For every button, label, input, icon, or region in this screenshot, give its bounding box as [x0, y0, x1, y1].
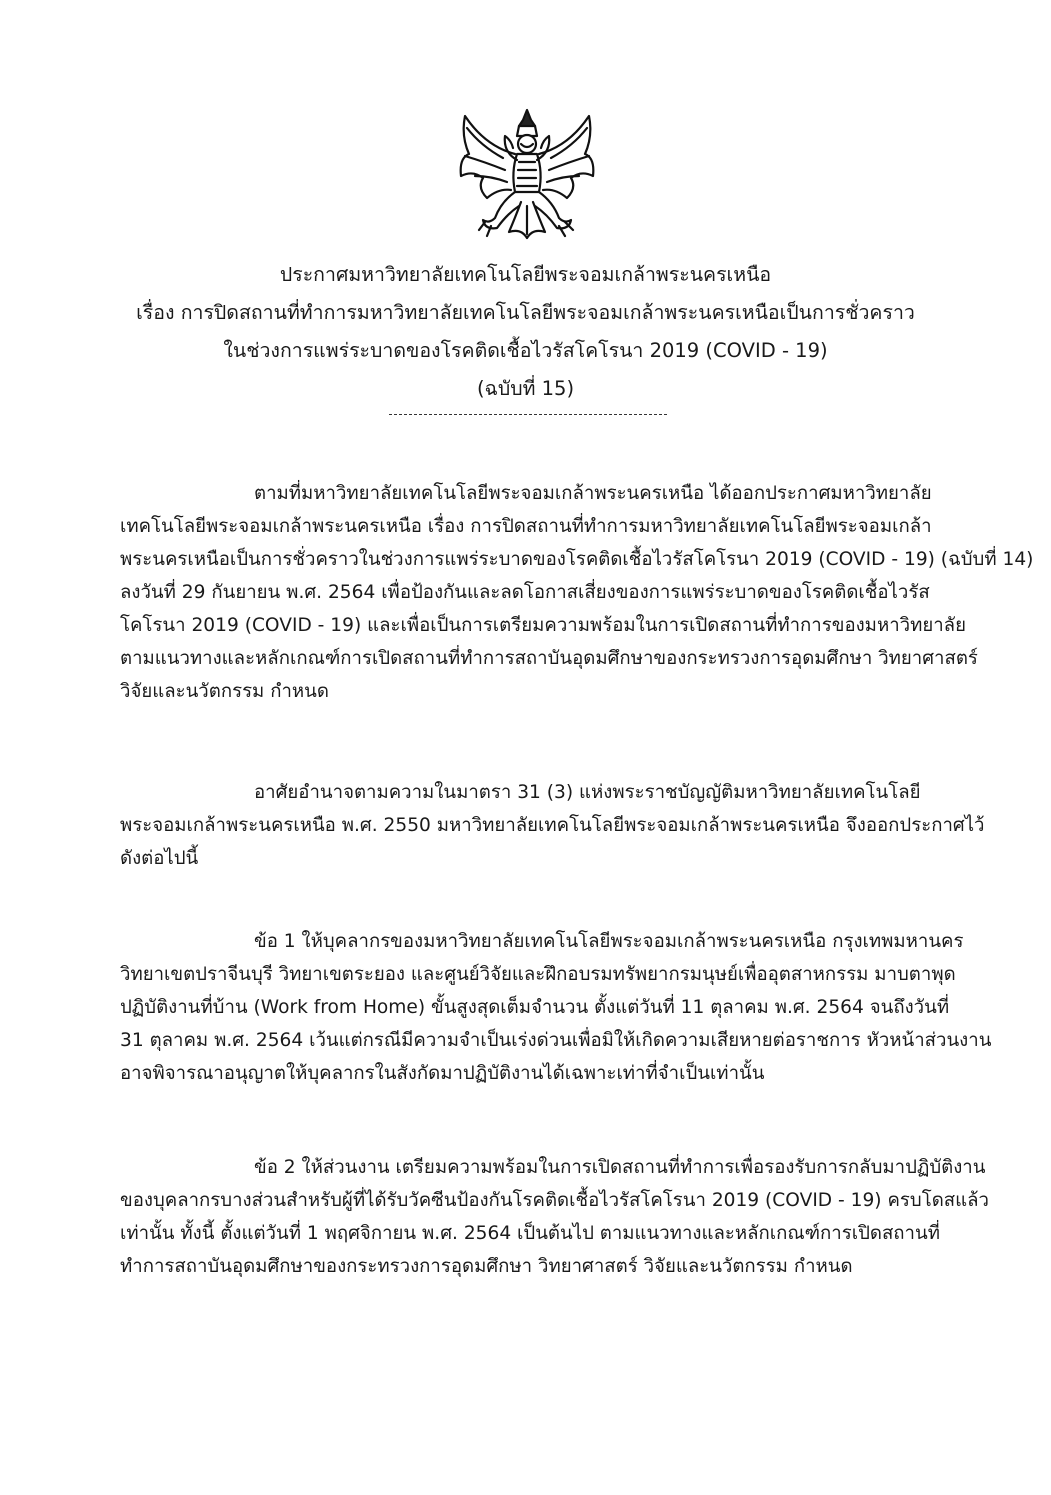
paragraph-line: ข้อ 1 ให้บุคลากรของมหาวิทยาลัยเทคโนโลยีพระจอมเกล้าพระนครเหนือ กรุงเทพมหานคร — [254, 931, 964, 952]
paragraph-line: โคโรนา 2019 (COVID - 19) และเพื่อเป็นการเตรียมความพร้อมในการเปิดสถานที่ทำการของมหาวิทยาลัย — [120, 615, 966, 636]
paragraph-line: ตามแนวทางและหลักเกณฑ์การเปิดสถานที่ทำการสถาบันอุดมศึกษาของกระทรวงการอุดมศึกษา วิทยาศาสตร์ — [120, 648, 978, 669]
paragraph-line: ลงวันที่ 29 กันยายน พ.ศ. 2564 เพื่อป้องกันและลดโอกาสเสี่ยงของการแพร่ระบาดของโรคติดเชื้อไวรัส — [120, 582, 930, 603]
paragraph-line: วิทยาเขตปราจีนบุรี วิทยาเขตระยอง และศูนย์วิจัยและฝึกอบรมทรัพยากรมนุษย์เพื่ออุตสาหกรรม มาบตาพุด — [120, 964, 956, 985]
paragraph-line: วิจัยและนวัตกรรม กำหนด — [120, 681, 329, 702]
paragraph-line: ข้อ 2 ให้ส่วนงาน เตรียมความพร้อมในการเปิดสถานที่ทำการเพื่อรองรับการกลับมาปฏิบัติงาน — [254, 1157, 986, 1178]
paragraph-line: อาจพิจารณาอนุญาตให้บุคลากรในสังกัดมาปฏิบัติงานได้เฉพาะเท่าที่จำเป็นเท่านั้น — [120, 1063, 765, 1084]
paragraph-preamble — [120, 477, 1034, 708]
paragraph-line: ทำการสถาบันอุดมศึกษาของกระทรวงการอุดมศึกษา วิทยาศาสตร์ วิจัยและนวัตกรรม กำหนด — [120, 1256, 853, 1277]
paragraph-line: อาศัยอำนาจตามความในมาตรา 31 (3) แห่งพระราชบัญญัติมหาวิทยาลัยเทคโนโลยี — [254, 782, 921, 803]
paragraph-authority — [120, 776, 985, 875]
heading-issue-number: (ฉบับที่ 15) — [476, 377, 575, 400]
paragraph-line: ดังต่อไปนี้ — [120, 848, 199, 869]
paragraph-line: ปฏิบัติงานที่บ้าน (Work from Home) ขั้นสูงสุดเต็มจำนวน ตั้งแต่วันที่ 11 ตุลาคม พ.ศ. 2564 จนถึงวันที่ — [120, 997, 950, 1018]
garuda-emblem-icon — [455, 106, 600, 244]
heading-subject: เรื่อง การปิดสถานที่ทำการมหาวิทยาลัยเทคโนโลยีพระจอมเกล้าพระนครเหนือเป็นการชั่วคราว — [136, 301, 915, 324]
heading-subject-cont: ในช่วงการแพร่ระบาดของโรคติดเชื้อไวรัสโคโรนา 2019 (COVID - 19) — [223, 339, 828, 362]
paragraph-line: พระนครเหนือเป็นการชั่วคราวในช่วงการแพร่ระบาดของโรคติดเชื้อไวรัสโคโรนา 2019 (COVID - 19) (ฉบับที่ 14) — [120, 549, 1034, 570]
paragraph-clause-2 — [120, 1151, 989, 1283]
paragraph-line: ตามที่มหาวิทยาลัยเทคโนโลยีพระจอมเกล้าพระนครเหนือ ได้ออกประกาศมหาวิทยาลัย — [254, 483, 932, 504]
paragraph-line: พระจอมเกล้าพระนครเหนือ พ.ศ. 2550 มหาวิทยาลัยเทคโนโลยีพระจอมเกล้าพระนครเหนือ จึงออกประกาศไว้ — [120, 815, 985, 836]
announcement-heading — [0, 256, 1051, 408]
paragraph-line: เทคโนโลยีพระจอมเกล้าพระนครเหนือ เรื่อง การปิดสถานที่ทำการมหาวิทยาลัยเทคโนโลยีพระจอมเกล้า — [120, 516, 932, 537]
heading-title: ประกาศมหาวิทยาลัยเทคโนโลยีพระจอมเกล้าพระนครเหนือ — [279, 263, 772, 286]
paragraph-line: ของบุคลากรบางส่วนสำหรับผู้ที่ได้รับวัคซีนป้องกันโรคติดเชื้อไวรัสโคโรนา 2019 (COVID - 19) ครบโดสแล้ว — [120, 1190, 989, 1211]
paragraph-clause-1 — [120, 925, 992, 1090]
paragraph-line: เท่านั้น ทั้งนี้ ตั้งแต่วันที่ 1 พฤศจิกายน พ.ศ. 2564 เป็นต้นไป ตามแนวทางและหลักเกณฑ์การเปิดสถานที่ — [120, 1223, 940, 1244]
heading-separator — [389, 414, 667, 415]
paragraph-line: 31 ตุลาคม พ.ศ. 2564 เว้นแต่กรณีมีความจำเป็นเร่งด่วนเพื่อมิให้เกิดความเสียหายต่อราชการ หัวหน้าส่วนงาน — [120, 1030, 992, 1051]
